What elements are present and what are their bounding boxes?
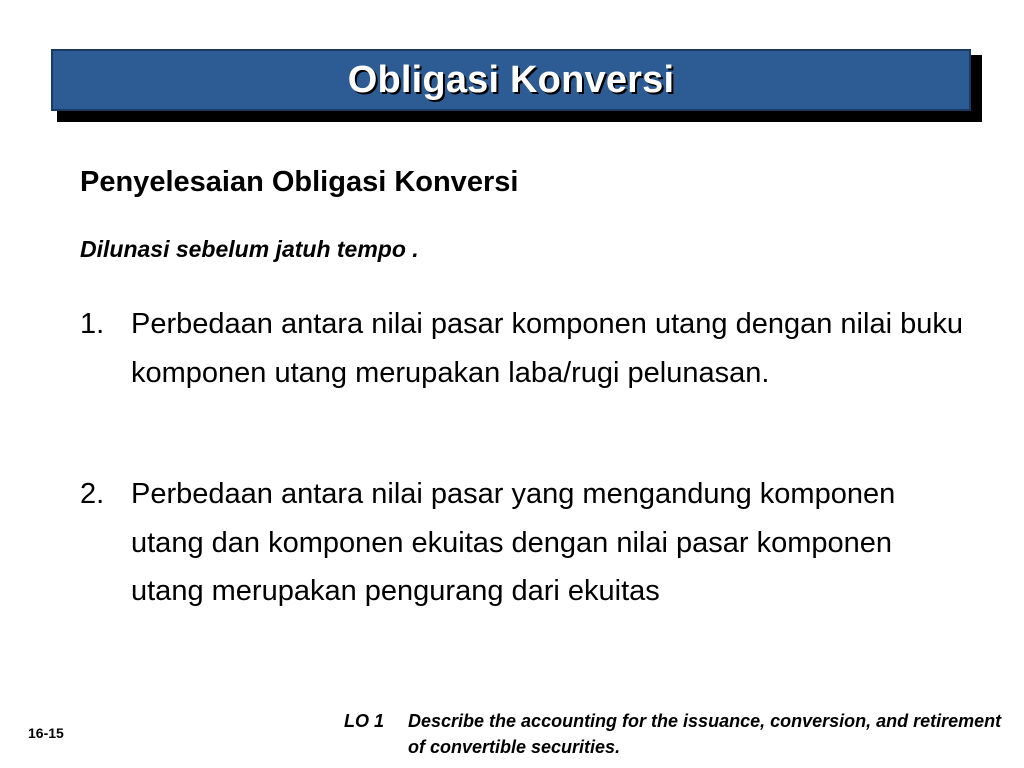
learning-objective-text: Describe the accounting for the issuance, conversion, and retirement of convertible securities. <box>408 711 1002 757</box>
list-item-number: 1. <box>80 308 105 340</box>
italic-note: Dilunasi sebelum jatuh tempo . <box>80 236 419 262</box>
list-item <box>80 470 970 616</box>
page-number: 16-15 <box>28 725 64 741</box>
list-item-number: 2. <box>80 478 105 510</box>
numbered-list-item-2-container <box>80 470 970 616</box>
learning-objective <box>344 708 1008 760</box>
list-item-text: Perbedaan antara nilai pasar komponen utang dengan nilai buku komponen utang merupakan laba/rugi pelunasan. <box>131 308 963 389</box>
list-item <box>80 300 970 397</box>
numbered-list-item-1-container <box>80 300 970 397</box>
title-bar <box>51 49 971 111</box>
learning-objective-label: LO 1 <box>344 711 385 731</box>
section-heading: Penyelesaian Obligasi Konversi <box>80 166 519 198</box>
slide-title: Obligasi Konversi <box>347 58 675 101</box>
list-item-text: Perbedaan antara nilai pasar yang mengandung komponen utang dan komponen ekuitas dengan nilai pasar komponen utang merupakan pengurang dari ekuitas <box>131 478 896 607</box>
